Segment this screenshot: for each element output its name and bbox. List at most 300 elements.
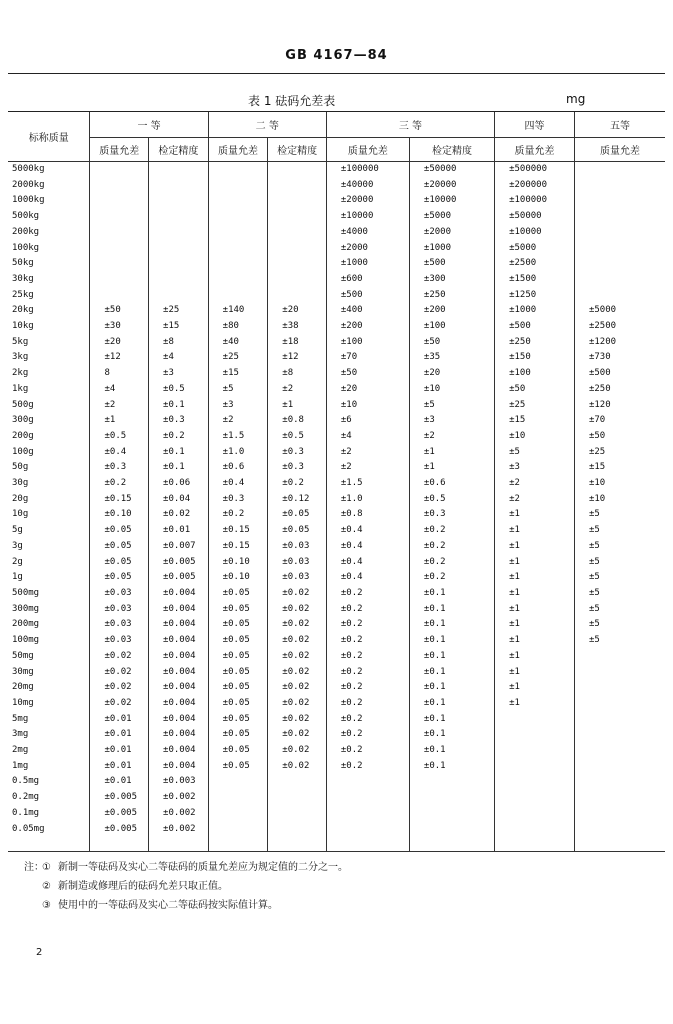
- class1-mass-tol-cell: ±0.01: [90, 759, 149, 775]
- class2-accuracy-cell: [268, 288, 327, 304]
- nominal-mass-cell: 3mg: [12, 729, 29, 740]
- nominal-mass-cell: 100g: [12, 446, 34, 457]
- class4-mass-tol-cell: ±200000: [495, 178, 575, 194]
- class4-mass-tol-cell: [495, 806, 575, 822]
- table-row: [8, 476, 665, 492]
- class2-accuracy-cell: ±12: [268, 350, 327, 366]
- class3-accuracy-cell: ±0.1: [409, 586, 494, 602]
- class1-header: 一 等: [90, 112, 208, 138]
- class1-mass-tol-cell: ±0.3: [90, 460, 149, 476]
- class2-mass-tol-cell: ±0.05: [208, 602, 268, 618]
- class1-accuracy-cell: ±0.1: [149, 445, 209, 461]
- nominal-mass-cell: 20g: [12, 493, 29, 504]
- class1-accuracy-cell: ±0.004: [149, 602, 209, 618]
- class5-mass-tol-cell: ±5: [574, 633, 665, 649]
- class5-mass-tol-header: 质量允差: [574, 138, 665, 162]
- class2-mass-tol-cell: ±2: [208, 413, 268, 429]
- class4-mass-tol-cell: ±15: [495, 413, 575, 429]
- class1-accuracy-cell: ±0.004: [149, 665, 209, 681]
- nominal-mass-cell: 30kg: [12, 273, 34, 284]
- class3-accuracy-cell: ±10: [409, 382, 494, 398]
- class1-mass-tol-cell: ±0.01: [90, 727, 149, 743]
- class5-mass-tol-cell: ±5: [574, 555, 665, 571]
- class3-accuracy-cell: ±0.2: [409, 539, 494, 555]
- nominal-mass-cell: 20kg: [12, 305, 34, 316]
- nominal-mass-cell: 1000kg: [12, 195, 45, 206]
- class2-accuracy-cell: ±0.5: [268, 429, 327, 445]
- class4-mass-tol-cell: ±10: [495, 429, 575, 445]
- class3-mass-tol-cell: ±500: [326, 288, 409, 304]
- class5-mass-tol-cell: [574, 759, 665, 775]
- class2-mass-tol-cell: [208, 193, 268, 209]
- class5-mass-tol-cell: [574, 225, 665, 241]
- class2-mass-tol-cell: [208, 288, 268, 304]
- class2-mass-tol-cell: [208, 209, 268, 225]
- class3-mass-tol-cell: ±2: [326, 445, 409, 461]
- class1-mass-tol-cell: ±0.005: [90, 806, 149, 822]
- table-row: [8, 806, 665, 822]
- class2-mass-tol-cell: [208, 822, 268, 838]
- nominal-mass-cell: 20mg: [12, 682, 34, 693]
- class2-accuracy-cell: [268, 790, 327, 806]
- class2-accuracy-cell: ±0.3: [268, 445, 327, 461]
- class1-mass-tol-cell: [90, 209, 149, 225]
- class1-accuracy-cell: [149, 241, 209, 257]
- class2-mass-tol-cell: ±1.0: [208, 445, 268, 461]
- class5-mass-tol-cell: [574, 649, 665, 665]
- class4-mass-tol-cell: ±1: [495, 680, 575, 696]
- table-row: [8, 743, 665, 759]
- class1-mass-tol-cell: ±0.05: [90, 523, 149, 539]
- class1-accuracy-cell: ±0.002: [149, 806, 209, 822]
- class5-mass-tol-cell: ±5000: [574, 303, 665, 319]
- class4-mass-tol-cell: ±50: [495, 382, 575, 398]
- class1-mass-tol-cell: ±0.10: [90, 507, 149, 523]
- class4-mass-tol-cell: ±1250: [495, 288, 575, 304]
- class2-accuracy-cell: [268, 806, 327, 822]
- class1-mass-tol-cell: ±0.03: [90, 586, 149, 602]
- class4-mass-tol-cell: ±1: [495, 649, 575, 665]
- table-row: [8, 288, 665, 304]
- class1-mass-tol-cell: ±12: [90, 350, 149, 366]
- table-row: [8, 193, 665, 209]
- class2-mass-tol-cell: [208, 790, 268, 806]
- class1-mass-tol-cell: ±0.05: [90, 555, 149, 571]
- table-row: [8, 759, 665, 775]
- class1-accuracy-cell: ±0.004: [149, 759, 209, 775]
- class2-mass-tol-cell: [208, 178, 268, 194]
- class3-accuracy-cell: ±50000: [409, 162, 494, 178]
- class4-mass-tol-header: 质量允差: [495, 138, 575, 162]
- class5-mass-tol-cell: ±5: [574, 523, 665, 539]
- class2-mass-tol-header: 质量允差: [208, 138, 268, 162]
- class2-accuracy-cell: [268, 209, 327, 225]
- class3-accuracy-cell: ±35: [409, 350, 494, 366]
- class2-mass-tol-cell: ±0.15: [208, 523, 268, 539]
- table-row: [8, 256, 665, 272]
- class2-accuracy-header: 检定精度: [268, 138, 327, 162]
- table-row: [8, 398, 665, 414]
- class3-accuracy-cell: [409, 790, 494, 806]
- class2-accuracy-cell: [268, 225, 327, 241]
- class1-mass-tol-cell: ±0.2: [90, 476, 149, 492]
- class1-mass-tol-cell: 8: [90, 366, 149, 382]
- nominal-mass-cell: 10kg: [12, 321, 34, 332]
- class1-accuracy-cell: ±0.003: [149, 774, 209, 790]
- class3-accuracy-cell: ±200: [409, 303, 494, 319]
- class3-mass-tol-cell: ±0.2: [326, 712, 409, 728]
- class3-accuracy-cell: ±0.1: [409, 680, 494, 696]
- nominal-mass-cell: 2000kg: [12, 179, 45, 190]
- class1-accuracy-cell: ±0.5: [149, 382, 209, 398]
- table-row: [8, 225, 665, 241]
- class5-mass-tol-cell: ±5: [574, 617, 665, 633]
- class4-mass-tol-cell: ±2: [495, 492, 575, 508]
- table-row: [8, 696, 665, 712]
- class4-mass-tol-cell: ±250: [495, 335, 575, 351]
- table-row: [8, 303, 665, 319]
- class4-mass-tol-cell: ±1: [495, 617, 575, 633]
- class5-mass-tol-cell: [574, 272, 665, 288]
- class1-mass-tol-cell: ±0.03: [90, 602, 149, 618]
- class2-mass-tol-cell: ±3: [208, 398, 268, 414]
- table-row: [8, 366, 665, 382]
- nominal-mass-cell: 50g: [12, 462, 29, 473]
- class1-accuracy-cell: ±0.004: [149, 727, 209, 743]
- class5-mass-tol-cell: [574, 774, 665, 790]
- class3-accuracy-cell: ±500: [409, 256, 494, 272]
- table-row: [8, 523, 665, 539]
- class1-mass-tol-cell: ±0.15: [90, 492, 149, 508]
- class3-mass-tol-cell: ±0.2: [326, 665, 409, 681]
- class3-mass-tol-cell: ±0.2: [326, 602, 409, 618]
- table-row: [8, 445, 665, 461]
- class1-mass-tol-cell: ±0.01: [90, 712, 149, 728]
- standard-code: GB 4167—84: [285, 48, 388, 63]
- nominal-mass-cell: 2g: [12, 556, 23, 567]
- class3-accuracy-cell: ±5000: [409, 209, 494, 225]
- table-title: 表 1 砝码允差表: [248, 94, 336, 108]
- class5-mass-tol-cell: [574, 727, 665, 743]
- class5-mass-tol-cell: [574, 806, 665, 822]
- class3-mass-tol-cell: ±0.2: [326, 617, 409, 633]
- nominal-mass-cell: 500mg: [12, 587, 40, 598]
- class1-accuracy-cell: [149, 209, 209, 225]
- class2-accuracy-cell: ±0.02: [268, 649, 327, 665]
- nominal-mass-cell: 3kg: [12, 352, 29, 363]
- nominal-mass-cell: 200g: [12, 430, 34, 441]
- class3-accuracy-cell: ±10000: [409, 193, 494, 209]
- class3-accuracy-cell: ±2: [409, 429, 494, 445]
- class1-accuracy-cell: ±4: [149, 350, 209, 366]
- nominal-mass-cell: 10g: [12, 509, 29, 520]
- class2-mass-tol-cell: ±0.05: [208, 586, 268, 602]
- class1-mass-tol-cell: [90, 288, 149, 304]
- class5-mass-tol-cell: ±250: [574, 382, 665, 398]
- table-row: [8, 382, 665, 398]
- nominal-mass-cell: 5mg: [12, 713, 29, 724]
- class5-mass-tol-cell: [574, 209, 665, 225]
- class4-mass-tol-cell: [495, 774, 575, 790]
- class1-accuracy-cell: ±0.005: [149, 555, 209, 571]
- class5-mass-tol-cell: ±5: [574, 507, 665, 523]
- class1-mass-tol-cell: ±30: [90, 319, 149, 335]
- table-row: [8, 539, 665, 555]
- class2-mass-tol-cell: [208, 241, 268, 257]
- note-text: 使用中的一等砝码及实心二等砝码按实际值计算。: [58, 900, 278, 911]
- class4-mass-tol-cell: [495, 743, 575, 759]
- table-row: [8, 209, 665, 225]
- table-row: [8, 570, 665, 586]
- class3-mass-tol-cell: ±0.2: [326, 743, 409, 759]
- class5-mass-tol-cell: [574, 162, 665, 178]
- nominal-mass-cell: 300mg: [12, 603, 40, 614]
- class1-mass-tol-cell: ±0.02: [90, 696, 149, 712]
- table-row: [8, 712, 665, 728]
- nominal-mass-cell: 2kg: [12, 368, 29, 379]
- class4-mass-tol-cell: [495, 790, 575, 806]
- header-rule: [8, 73, 665, 74]
- class2-accuracy-cell: ±0.02: [268, 696, 327, 712]
- class1-mass-tol-cell: ±0.02: [90, 649, 149, 665]
- class2-mass-tol-cell: ±25: [208, 350, 268, 366]
- note-number: ②: [42, 881, 51, 892]
- class4-mass-tol-cell: ±2: [495, 476, 575, 492]
- class4-mass-tol-cell: ±1: [495, 555, 575, 571]
- unit-label: mg: [566, 92, 586, 106]
- nominal-mass-cell: 25kg: [12, 289, 34, 300]
- class3-mass-tol-cell: ±6: [326, 413, 409, 429]
- class2-accuracy-cell: [268, 256, 327, 272]
- class3-mass-tol-cell: ±0.8: [326, 507, 409, 523]
- class2-accuracy-cell: [268, 178, 327, 194]
- class3-accuracy-cell: ±3: [409, 413, 494, 429]
- class2-mass-tol-cell: ±80: [208, 319, 268, 335]
- class2-mass-tol-cell: ±0.10: [208, 570, 268, 586]
- class3-mass-tol-cell: ±0.4: [326, 555, 409, 571]
- class3-accuracy-cell: ±0.1: [409, 602, 494, 618]
- class2-mass-tol-cell: ±0.3: [208, 492, 268, 508]
- class4-mass-tol-cell: ±2500: [495, 256, 575, 272]
- class1-mass-tol-cell: ±0.4: [90, 445, 149, 461]
- class4-mass-tol-cell: [495, 727, 575, 743]
- class1-accuracy-cell: ±0.004: [149, 617, 209, 633]
- class3-accuracy-cell: [409, 806, 494, 822]
- class3-accuracy-cell: ±1: [409, 445, 494, 461]
- table-row: [8, 162, 665, 178]
- table-row: [8, 649, 665, 665]
- nominal-mass-cell: 5g: [12, 525, 23, 536]
- class5-mass-tol-cell: ±2500: [574, 319, 665, 335]
- class3-accuracy-cell: ±0.1: [409, 712, 494, 728]
- class1-mass-tol-cell: ±0.01: [90, 743, 149, 759]
- class5-mass-tol-cell: [574, 680, 665, 696]
- class1-mass-tol-cell: ±0.05: [90, 570, 149, 586]
- class2-mass-tol-cell: ±0.05: [208, 680, 268, 696]
- class4-mass-tol-cell: [495, 712, 575, 728]
- class2-accuracy-cell: ±8: [268, 366, 327, 382]
- nominal-mass-cell: 50kg: [12, 258, 34, 269]
- class3-accuracy-cell: ±1: [409, 460, 494, 476]
- class2-accuracy-cell: ±0.3: [268, 460, 327, 476]
- class1-accuracy-cell: ±0.04: [149, 492, 209, 508]
- class3-mass-tol-cell: ±20000: [326, 193, 409, 209]
- class3-mass-tol-cell: ±100000: [326, 162, 409, 178]
- class2-mass-tol-cell: [208, 162, 268, 178]
- nominal-mass-cell: 30mg: [12, 666, 34, 677]
- nominal-mass-cell: 1kg: [12, 383, 29, 394]
- class2-mass-tol-cell: ±15: [208, 366, 268, 382]
- class1-accuracy-cell: [149, 272, 209, 288]
- nominal-mass-cell: 10mg: [12, 697, 34, 708]
- class4-mass-tol-cell: ±100000: [495, 193, 575, 209]
- class3-accuracy-cell: ±0.1: [409, 727, 494, 743]
- class1-accuracy-cell: [149, 256, 209, 272]
- table-row: [8, 617, 665, 633]
- table-row: [8, 555, 665, 571]
- class1-accuracy-cell: ±0.2: [149, 429, 209, 445]
- class3-accuracy-cell: ±0.5: [409, 492, 494, 508]
- class3-accuracy-cell: ±300: [409, 272, 494, 288]
- class2-accuracy-cell: ±0.05: [268, 523, 327, 539]
- notes: [24, 858, 348, 915]
- class5-mass-tol-cell: ±5: [574, 602, 665, 618]
- class3-accuracy-cell: ±250: [409, 288, 494, 304]
- class3-mass-tol-cell: ±1000: [326, 256, 409, 272]
- class1-accuracy-cell: ±0.002: [149, 790, 209, 806]
- class4-mass-tol-cell: ±5000: [495, 241, 575, 257]
- class5-mass-tol-cell: ±15: [574, 460, 665, 476]
- class2-accuracy-cell: ±0.02: [268, 617, 327, 633]
- class2-mass-tol-cell: ±40: [208, 335, 268, 351]
- class2-mass-tol-cell: [208, 272, 268, 288]
- class4-mass-tol-cell: ±500000: [495, 162, 575, 178]
- class4-mass-tol-cell: ±3: [495, 460, 575, 476]
- class4-mass-tol-cell: [495, 822, 575, 838]
- class1-mass-tol-cell: [90, 256, 149, 272]
- class5-mass-tol-cell: ±70: [574, 413, 665, 429]
- class2-mass-tol-cell: ±0.05: [208, 649, 268, 665]
- class3-accuracy-cell: ±100: [409, 319, 494, 335]
- class5-mass-tol-cell: ±730: [574, 350, 665, 366]
- class1-mass-tol-cell: ±0.01: [90, 774, 149, 790]
- class1-accuracy-cell: ±0.01: [149, 523, 209, 539]
- class1-mass-tol-cell: [90, 162, 149, 178]
- class3-accuracy-cell: ±0.6: [409, 476, 494, 492]
- class1-accuracy-cell: ±3: [149, 366, 209, 382]
- class1-accuracy-cell: ±25: [149, 303, 209, 319]
- class2-accuracy-cell: ±38: [268, 319, 327, 335]
- class2-mass-tol-cell: ±0.4: [208, 476, 268, 492]
- tolerance-table: [8, 111, 665, 852]
- class1-accuracy-cell: [149, 162, 209, 178]
- class3-mass-tol-cell: ±0.4: [326, 523, 409, 539]
- notes-label: 注：: [24, 862, 44, 873]
- class3-mass-tol-cell: [326, 790, 409, 806]
- class3-mass-tol-cell: ±400: [326, 303, 409, 319]
- table-row: [8, 241, 665, 257]
- table-row: [8, 774, 665, 790]
- class3-accuracy-cell: ±5: [409, 398, 494, 414]
- class3-accuracy-cell: ±2000: [409, 225, 494, 241]
- class5-mass-tol-cell: ±10: [574, 492, 665, 508]
- table-row: [8, 178, 665, 194]
- class3-accuracy-cell: [409, 774, 494, 790]
- class2-accuracy-cell: ±0.05: [268, 507, 327, 523]
- class4-mass-tol-cell: ±10000: [495, 225, 575, 241]
- class2-accuracy-cell: [268, 162, 327, 178]
- class4-mass-tol-cell: ±1: [495, 696, 575, 712]
- page-number: 2: [36, 947, 43, 958]
- class5-mass-tol-cell: [574, 822, 665, 838]
- class3-accuracy-cell: ±0.1: [409, 649, 494, 665]
- class5-mass-tol-cell: [574, 178, 665, 194]
- class4-header: 四等: [495, 112, 575, 138]
- class1-mass-tol-cell: ±50: [90, 303, 149, 319]
- class2-accuracy-cell: [268, 822, 327, 838]
- class3-mass-tol-cell: ±0.4: [326, 539, 409, 555]
- class3-mass-tol-cell: ±600: [326, 272, 409, 288]
- class4-mass-tol-cell: ±1: [495, 633, 575, 649]
- class3-accuracy-cell: ±0.2: [409, 555, 494, 571]
- table-row: [8, 727, 665, 743]
- class5-mass-tol-cell: [574, 665, 665, 681]
- class2-accuracy-cell: ±20: [268, 303, 327, 319]
- class3-mass-tol-cell: ±10: [326, 398, 409, 414]
- class5-mass-tol-cell: ±25: [574, 445, 665, 461]
- note-number: ③: [42, 900, 51, 911]
- class3-mass-tol-cell: ±100: [326, 335, 409, 351]
- class1-mass-tol-cell: [90, 241, 149, 257]
- class1-accuracy-cell: ±0.007: [149, 539, 209, 555]
- class4-mass-tol-cell: ±500: [495, 319, 575, 335]
- class5-mass-tol-cell: ±5: [574, 586, 665, 602]
- class1-mass-tol-cell: ±0.005: [90, 822, 149, 838]
- table-row: [8, 586, 665, 602]
- note-number: ①: [42, 862, 51, 873]
- table-row: [8, 272, 665, 288]
- nominal-mass-header: 标称质量: [8, 112, 90, 162]
- class1-accuracy-cell: ±0.3: [149, 413, 209, 429]
- table-row: [8, 319, 665, 335]
- class5-mass-tol-cell: [574, 743, 665, 759]
- class2-accuracy-cell: ±0.03: [268, 539, 327, 555]
- class2-mass-tol-cell: ±0.05: [208, 633, 268, 649]
- class3-header: 三 等: [326, 112, 494, 138]
- class1-mass-tol-cell: [90, 178, 149, 194]
- class2-accuracy-cell: ±0.02: [268, 602, 327, 618]
- class3-accuracy-cell: [409, 822, 494, 838]
- class1-mass-tol-cell: ±0.5: [90, 429, 149, 445]
- class3-mass-tol-cell: [326, 806, 409, 822]
- class4-mass-tol-cell: ±1: [495, 507, 575, 523]
- class3-accuracy-cell: ±50: [409, 335, 494, 351]
- nominal-mass-cell: 500g: [12, 399, 34, 410]
- class2-mass-tol-cell: ±0.05: [208, 743, 268, 759]
- class3-mass-tol-cell: [326, 774, 409, 790]
- table-row: [8, 822, 665, 838]
- nominal-mass-cell: 50mg: [12, 650, 34, 661]
- class2-accuracy-cell: ±0.12: [268, 492, 327, 508]
- class2-accuracy-cell: ±0.02: [268, 633, 327, 649]
- class4-mass-tol-cell: ±1500: [495, 272, 575, 288]
- class2-mass-tol-cell: ±0.05: [208, 696, 268, 712]
- class3-accuracy-cell: ±20: [409, 366, 494, 382]
- class2-accuracy-cell: ±2: [268, 382, 327, 398]
- class2-accuracy-cell: ±1: [268, 398, 327, 414]
- class5-header: 五等: [574, 112, 665, 138]
- class2-accuracy-cell: [268, 774, 327, 790]
